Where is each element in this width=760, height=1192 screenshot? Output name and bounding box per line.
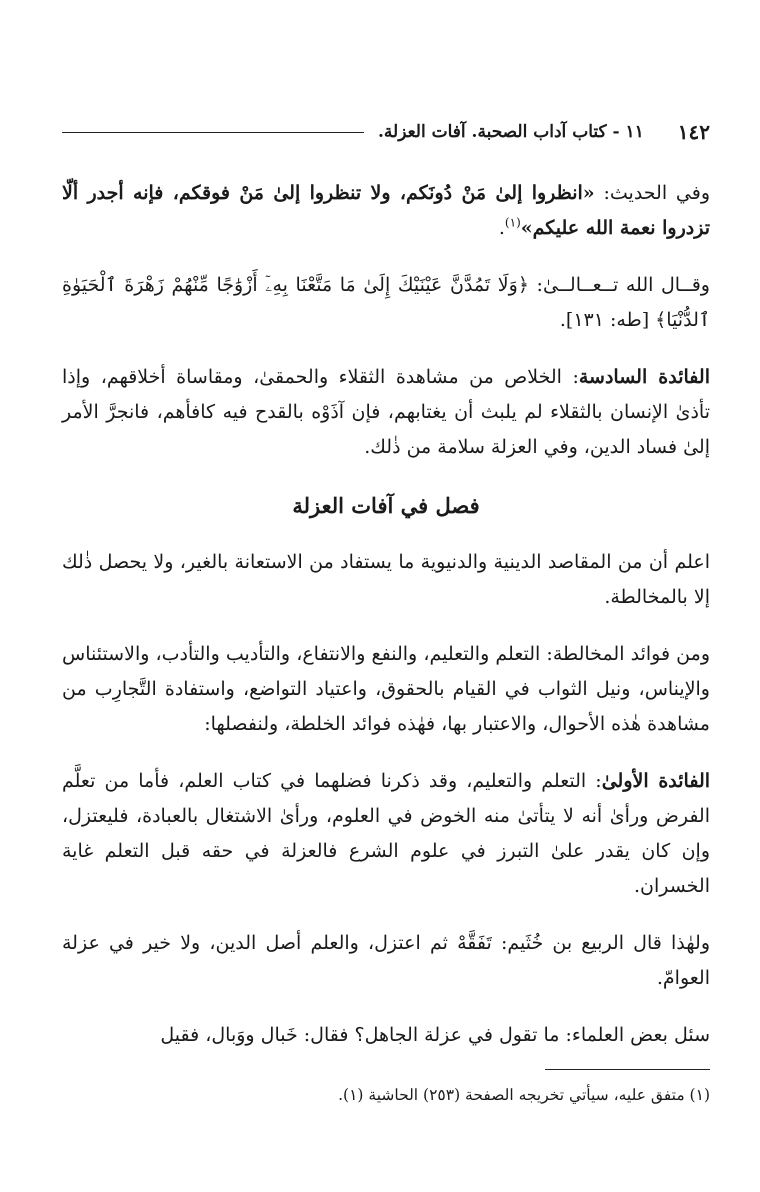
rabi-quote-before: ولهٰذا قال الربيع بن خُثَيم: [491,932,710,954]
quran-verse: ﴿وَلَا تَمُدَّنَّ عَيْنَيْكَ إِلَىٰ مَا مَتَّعْنَا بِهِۦٓ أَزْوَٰجًا مِّنْهُمْ زَهْرَةَ ٱلْحَيَوٰةِ ٱلدُّنْيَا﴾ [62,274,710,331]
paragraph-hadith [62,176,710,246]
paragraph-sixth-benefit [62,360,710,465]
hadith-text: «انظروا إلىٰ مَنْ دُونَكم، ولا تنظروا إلىٰ مَنْ فوقكم، فإنه أجدر ألّا تزدروا نعمة الله عليكم» [62,182,710,239]
verse-intro: وقــال الله تــعــالــىٰ: [528,274,710,296]
sixth-benefit-label: الفائدة السادسة [578,366,710,388]
running-header [62,112,710,152]
hadith-intro: وفي الحديث: [594,182,711,204]
verse-citation: [طه: ١٣١]. [559,309,656,331]
page-number: ١٤٢ [677,120,710,144]
paragraph-intro: اعلم أن من المقاصد الدينية والدنيوية ما يستفاد من الاستعانة بالغير، ولا يحصل ذٰلك إلا بالمخالطة. [62,551,710,608]
paragraph-verse [62,268,710,338]
book-page [62,112,710,1110]
sixth-benefit-text: : الخلاص من مشاهدة الثقلاء والحمقىٰ، ومقاساة أخلاقهم، وإذا تأذىٰ الإنسان بالثقلاء لم يلبث أن يغتابهم، فإن آذَوْه بالقدح فيه كافأهم، فانجرَّ الأمر إلىٰ فساد الدين، وفي العزلة سلامة من ذٰلك. [62,366,710,458]
section-heading: فصل في آفات العزلة [292,493,480,518]
paragraph-first-benefit [62,764,710,904]
first-benefit-text: : التعلم والتعليم، وقد ذكرنا فضلهما في كتاب العلم، فأما من تعلَّم الفرض ورأىٰ أنه لا يتأتىٰ منه الخوض في العلوم، ورأىٰ الاشتغال بالعبادة، فليعتزل، وإن كان يقدر علىٰ التبرز في علوم الشرع فالعزلة في حقه قبل التعلم غاية الخسران. [62,770,710,897]
footnote: (١) متفق عليه، سيأتي تخريجه الصفحة (٢٥٣) الحاشية (١). [338,1086,710,1104]
hadith-end: . [498,217,505,239]
chapter-title: ١١ - كتاب آداب الصحبة. آفات العزلة. [377,122,644,142]
header-rule [62,132,364,133]
footnote-rule [545,1069,710,1070]
rabi-quote-after: ثم اعتزل، والعلم أصل الدين، ولا خير في عزلة العوامّ. [62,932,710,989]
footnote-ref[interactable]: (١) [504,215,521,230]
paragraph-scholar-question: سئل بعض العلماء: ما تقول في عزلة الجاهل؟ فقال: خَبال ووَبال، فقيل [160,1024,710,1046]
rabi-quote-word: تَفَقَّهْ [457,932,492,954]
paragraph-benefits: ومن فوائد المخالطة: التعلم والتعليم، والنفع والانتفاع، والتأديب والتأدب، والاستئناس والإيناس، ونيل الثواب في القيام بالحقوق، واعتياد التواضع، واستفادة التَّجارِب من مشاهدة هٰذه الأحوال، والاعتبار بها، فهٰذه فوائد الخلطة، ولنفصلها: [62,643,710,735]
paragraph-rabi-quote [62,926,710,996]
first-benefit-label: الفائدة الأولىٰ [601,770,711,792]
